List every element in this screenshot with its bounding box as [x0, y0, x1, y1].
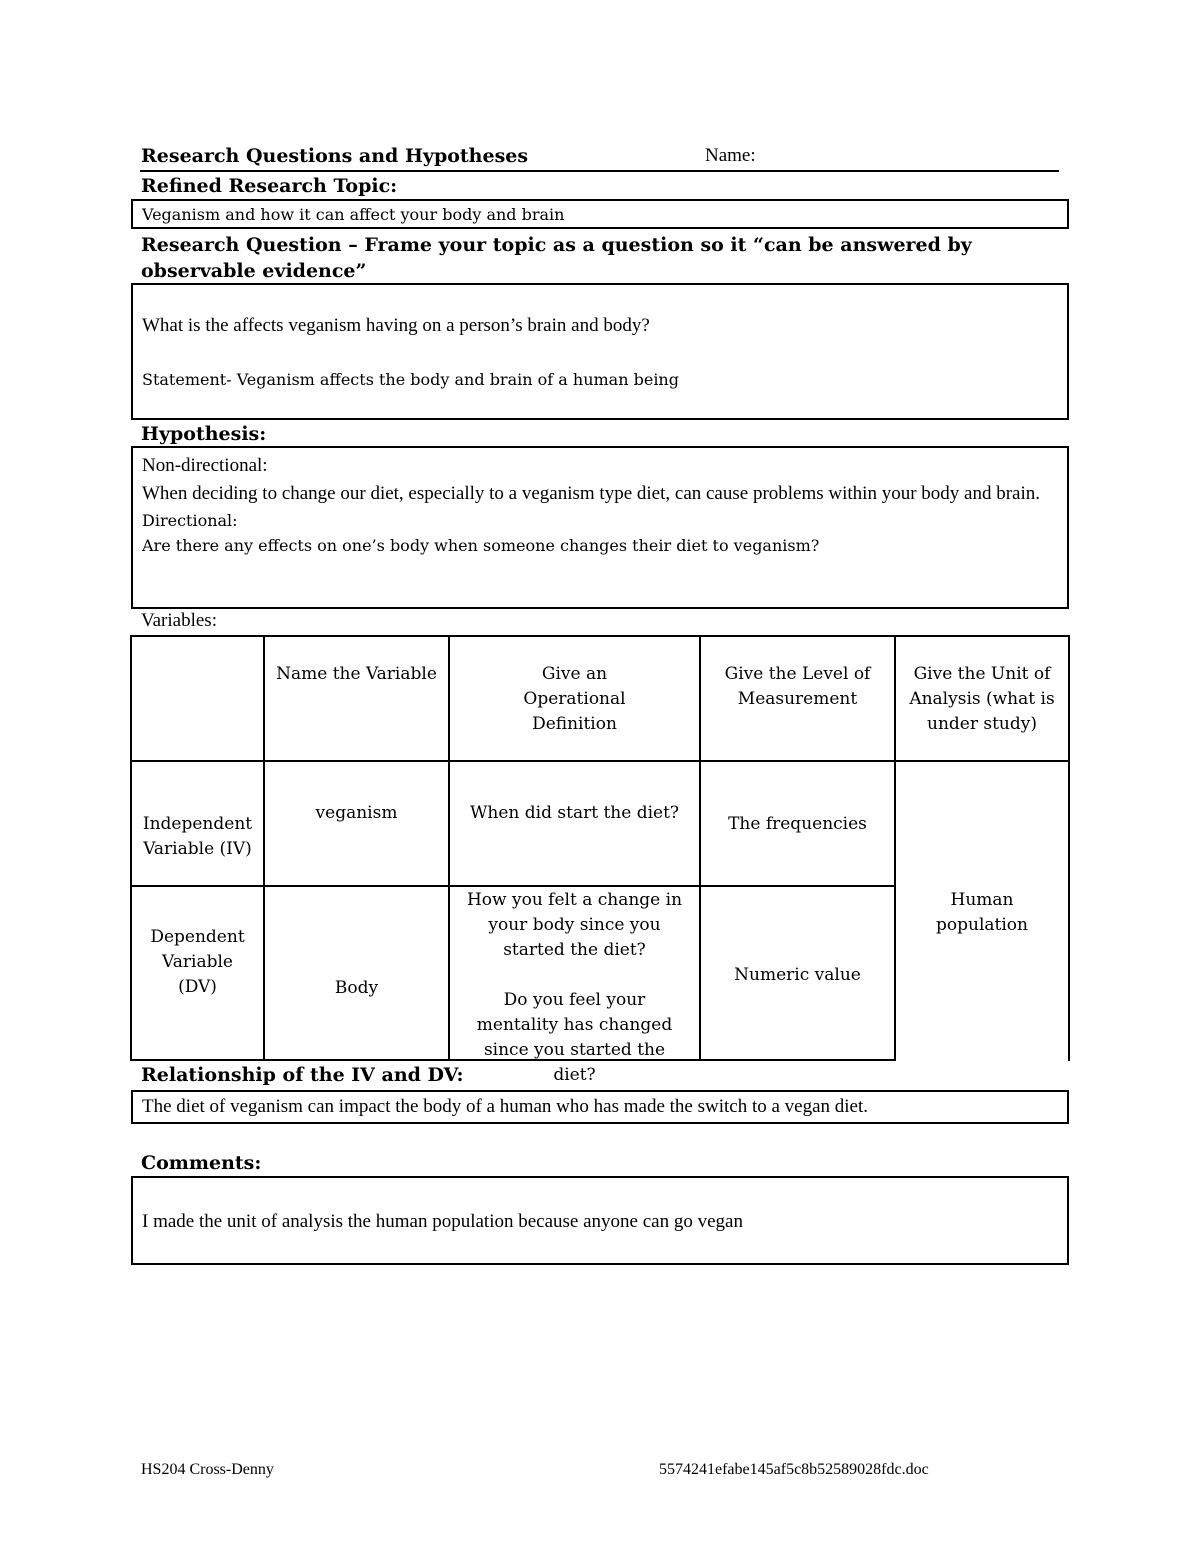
- iv-label: Independent Variable (IV): [142, 814, 253, 859]
- topic-text: Veganism and how it can affect your body and brain: [142, 205, 565, 224]
- comments-heading: Comments:: [141, 1152, 262, 1174]
- research-question-text: What is the affects veganism having on a person’s brain and body?: [142, 315, 650, 336]
- relationship-field[interactable]: [131, 1090, 1069, 1124]
- research-statement-text: Statement- Veganism affects the body and brain of a human being: [142, 370, 679, 389]
- comments-field[interactable]: [131, 1176, 1069, 1265]
- directional-text: Are there any effects on one’s body when someone changes their diet to veganism?: [142, 536, 820, 555]
- nondirectional-label: Non-directional:: [142, 455, 268, 476]
- name-line: [140, 170, 1059, 172]
- variables-heading: Variables:: [141, 610, 217, 631]
- iv-name: veganism: [315, 803, 398, 823]
- footer-filename: 5574241efabe145af5c8b52589028fdc.doc: [659, 1461, 929, 1478]
- header-level-measurement: Give the Level of Measurement: [724, 664, 871, 709]
- header-operational-definition: Give an Operational Definition: [523, 664, 626, 734]
- header-unit-analysis: Give the Unit of Analysis (what is under study): [909, 664, 1055, 734]
- unit-of-analysis: Human population: [936, 890, 1028, 935]
- dv-name: Body: [334, 978, 379, 998]
- directional-label: Directional:: [142, 511, 238, 530]
- comments-text: I made the unit of analysis the human population because anyone can go vegan: [142, 1211, 743, 1232]
- topic-field[interactable]: [131, 199, 1069, 229]
- dv-level: Numeric value: [734, 965, 861, 985]
- header-name-variable: Name the Variable: [276, 664, 437, 684]
- research-question-field[interactable]: [131, 283, 1069, 420]
- iv-level: The frequencies: [728, 814, 867, 834]
- research-question-heading: Research Question – Frame your topic as a question so it “can be answered by observable evidence”: [141, 234, 972, 282]
- iv-definition: When did start the diet?: [469, 803, 680, 823]
- dv-definition-1: How you felt a change in your body since you started the diet?: [466, 890, 683, 960]
- name-label: Name:: [705, 145, 756, 166]
- nondirectional-text: When deciding to change our diet, especially to a veganism type diet, can cause problems within your body and brain.: [142, 483, 1041, 504]
- footer-course: HS204 Cross-Denny: [141, 1461, 274, 1478]
- topic-heading: Refined Research Topic:: [141, 175, 398, 197]
- dv-label: Dependent Variable (DV): [150, 927, 245, 997]
- relationship-heading: Relationship of the IV and DV:: [141, 1064, 464, 1086]
- page-title: Research Questions and Hypotheses: [141, 145, 529, 167]
- hypothesis-field[interactable]: [131, 446, 1069, 609]
- relationship-text: The diet of veganism can impact the body of a human who has made the switch to a vegan diet.: [142, 1096, 869, 1117]
- hypothesis-heading: Hypothesis:: [141, 423, 267, 445]
- dv-definition-2: Do you feel your mentality has changed since you started the diet?: [476, 990, 673, 1085]
